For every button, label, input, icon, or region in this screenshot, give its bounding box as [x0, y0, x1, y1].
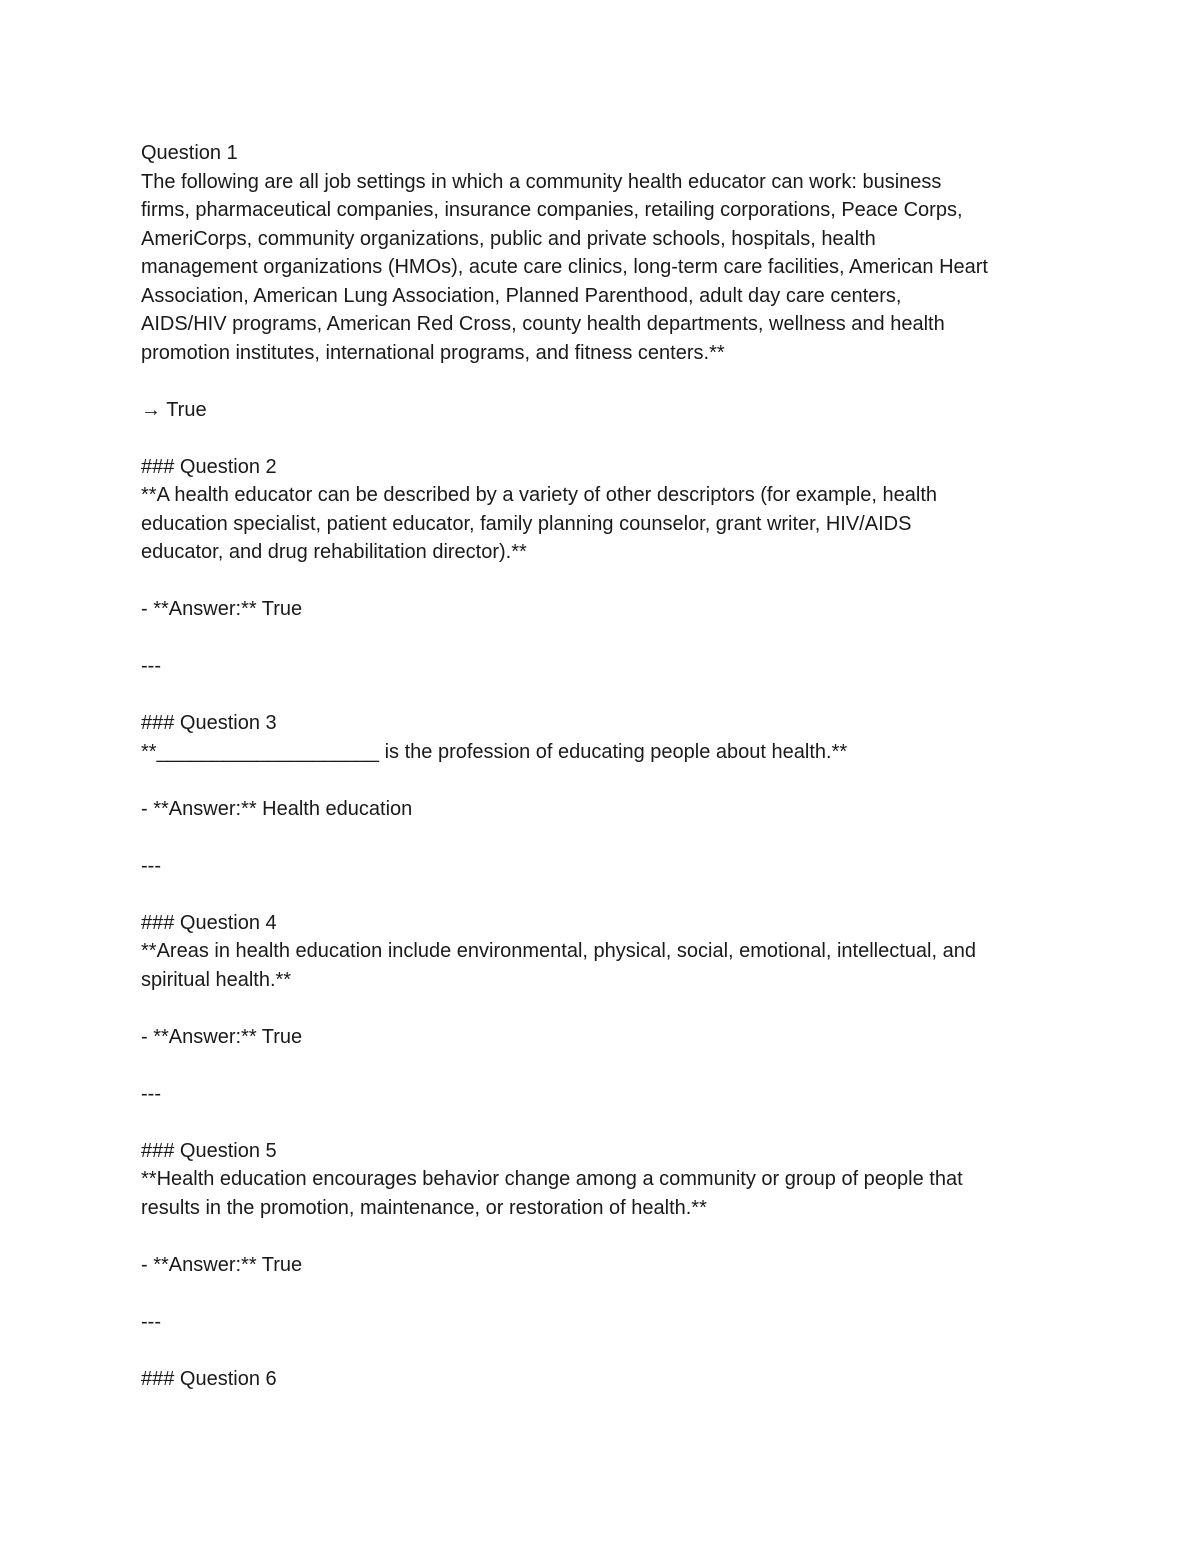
question-4 — [141, 909, 1071, 1137]
spacer — [141, 567, 1071, 596]
question-2 — [141, 453, 1071, 710]
spacer — [141, 1222, 1071, 1251]
question-1-text-line-1: The following are all job settings in which a community health educator can work: business — [141, 170, 942, 193]
spacer — [141, 624, 1071, 653]
separator: --- — [141, 655, 161, 677]
question-5-answer: - **Answer:** True — [141, 1253, 303, 1276]
question-1-answer: → True — [141, 398, 207, 421]
question-5-text-line-2: results in the promotion, maintenance, or restoration of health.** — [141, 1196, 707, 1219]
document-page — [141, 139, 1071, 1393]
question-6-heading: ### Question 6 — [141, 1367, 277, 1390]
question-1-text-line-3: AmeriCorps, community organizations, public and private schools, hospitals, health — [141, 227, 876, 250]
spacer — [141, 1108, 1071, 1137]
question-5-heading: ### Question 5 — [141, 1139, 277, 1162]
question-3-heading: ### Question 3 — [141, 712, 277, 734]
question-1-text-line-6: AIDS/HIV programs, American Red Cross, county health departments, wellness and health — [141, 313, 945, 335]
spacer — [141, 766, 1071, 795]
question-6 — [141, 1365, 1071, 1394]
spacer — [141, 367, 1071, 396]
spacer — [141, 424, 1071, 453]
question-1-heading: Question 1 — [141, 142, 238, 164]
question-4-text-line-2: spiritual health.** — [141, 968, 292, 991]
spacer — [141, 681, 1071, 710]
spacer — [141, 1279, 1071, 1308]
question-4-text-line-1: **Areas in health education include environmental, physical, social, emotional, intellectual, and — [141, 940, 976, 962]
separator: --- — [141, 854, 161, 877]
question-4-answer: - **Answer:** True — [141, 1025, 303, 1048]
question-2-text-line-1: **A health educator can be described by a variety of other descriptors (for example, health — [141, 484, 938, 506]
spacer — [141, 1051, 1071, 1080]
spacer — [141, 1336, 1071, 1365]
question-3-answer: - **Answer:** Health education — [141, 797, 413, 820]
question-1-text-line-5: Association, American Lung Association, Planned Parenthood, adult day care centers, — [141, 284, 902, 307]
question-2-answer: - **Answer:** True — [141, 598, 303, 620]
question-5 — [141, 1137, 1071, 1365]
separator: --- — [141, 1082, 161, 1105]
spacer — [141, 880, 1071, 909]
question-2-text-line-3: educator, and drug rehabilitation director).** — [141, 541, 527, 563]
separator: --- — [141, 1310, 161, 1333]
question-4-heading: ### Question 4 — [141, 911, 277, 934]
question-1-text-line-2: firms, pharmaceutical companies, insurance companies, retailing corporations, Peace Corps, — [141, 199, 963, 221]
question-3-text-line-1: **____________________ is the profession of educating people about health.** — [141, 740, 848, 763]
question-3 — [141, 709, 1071, 909]
question-2-text-line-2: education specialist, patient educator, family planning counselor, grant writer, HIV/AIDS — [141, 512, 912, 535]
question-2-heading: ### Question 2 — [141, 455, 277, 478]
question-1-text-line-7: promotion institutes, international programs, and fitness centers.** — [141, 341, 725, 364]
question-1-text-line-4: management organizations (HMOs), acute care clinics, long-term care facilities, American Heart — [141, 256, 988, 278]
spacer — [141, 994, 1071, 1023]
spacer — [141, 823, 1071, 852]
question-1 — [141, 139, 1071, 453]
question-5-text-line-1: **Health education encourages behavior change among a community or group of people that — [141, 1168, 963, 1190]
